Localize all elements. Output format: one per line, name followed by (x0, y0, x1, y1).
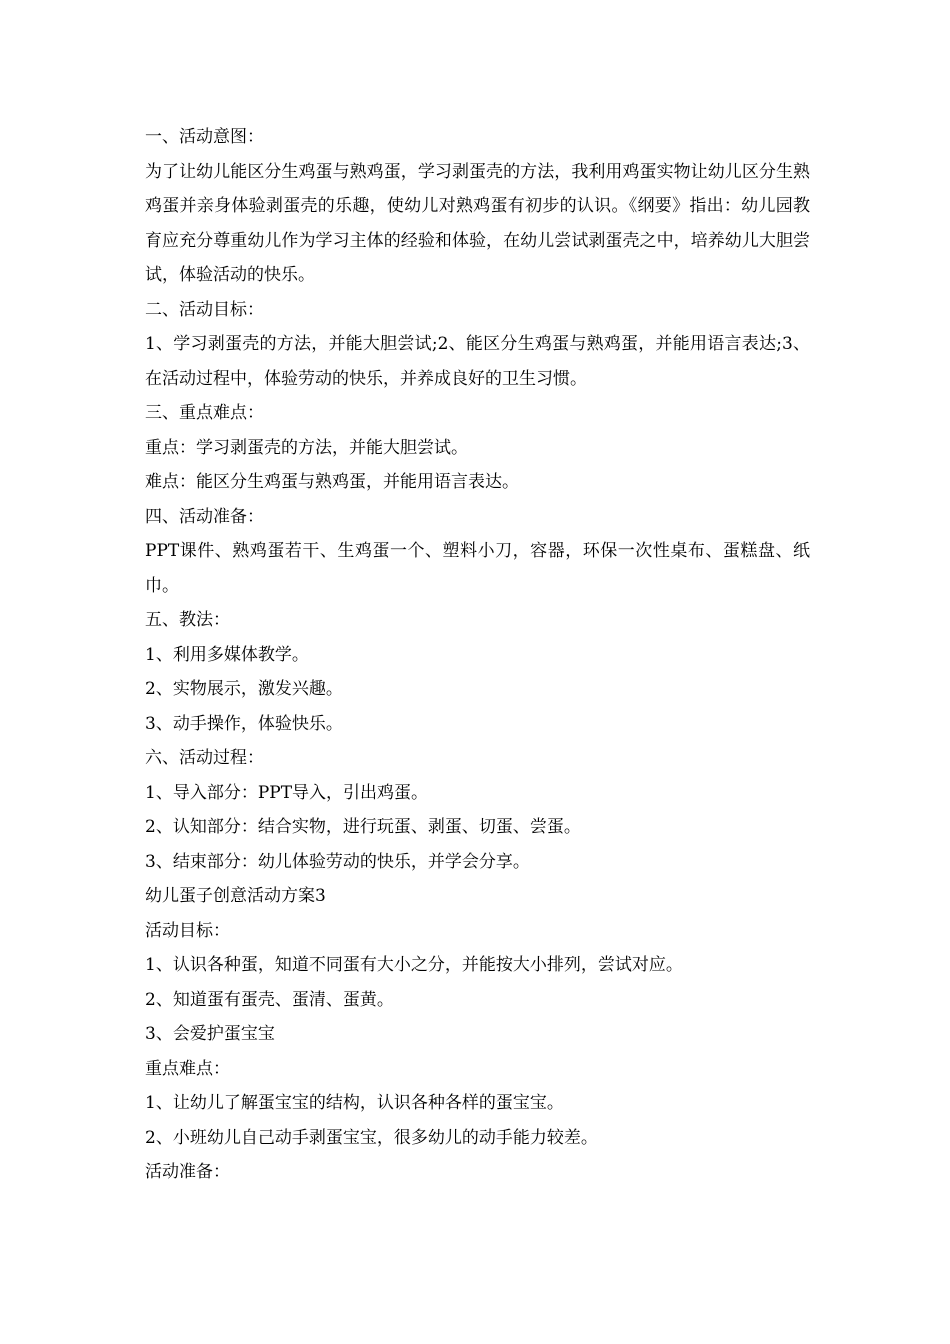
subheading-key-points: 重点难点： (145, 1058, 230, 1079)
section-heading-preparation: 四、活动准备： (145, 506, 264, 527)
goal-item: 2、知道蛋有蛋壳、蛋清、蛋黄。 (145, 989, 394, 1010)
key-point-line: 重点：学习剥蛋壳的方法，并能大胆尝试。 (145, 437, 468, 458)
method-item: 2、实物展示，激发兴趣。 (145, 679, 343, 699)
difficulty-line: 难点：能区分生鸡蛋与熟鸡蛋，并能用语言表达。 (145, 472, 519, 492)
goal-item: 1、认识各种蛋，知道不同蛋有大小之分，并能按大小排列，尝试对应。 (145, 955, 683, 975)
section-heading-process: 六、活动过程： (145, 748, 264, 768)
document-body (145, 120, 810, 1190)
process-item: 2、认知部分：结合实物，进行玩蛋、剥蛋、切蛋、尝蛋。 (145, 817, 581, 837)
plan-title: 幼儿蛋子创意活动方案3 (145, 886, 326, 906)
key-point-item: 2、小班幼儿自己动手剥蛋宝宝，很多幼儿的动手能力较差。 (145, 1127, 598, 1148)
goal-item: 3、会爱护蛋宝宝 (145, 1024, 275, 1044)
process-item: 3、结束部分：幼儿体验劳动的快乐，并学会分享。 (145, 851, 530, 872)
subheading-goals: 活动目标： (145, 920, 230, 941)
section-heading-intent: 一、活动意图： (145, 127, 264, 147)
section-heading-methods: 五、教法： (145, 610, 230, 630)
goals-paragraph: 1、学习剥蛋壳的方法，并能大胆尝试;2、能区分生鸡蛋与熟鸡蛋，并能用语言表达;3、在活动过程中，体验劳动的快乐，并养成良好的卫生习惯。 (145, 334, 810, 389)
process-item: 1、导入部分：PPT导入，引出鸡蛋。 (145, 782, 429, 803)
section-heading-key-points: 三、重点难点： (145, 403, 264, 423)
preparation-paragraph: PPT课件、熟鸡蛋若干、生鸡蛋一个、塑料小刀，容器，环保一次性桌布、蛋糕盘、纸巾。 (145, 541, 810, 596)
intent-paragraph: 为了让幼儿能区分生鸡蛋与熟鸡蛋，学习剥蛋壳的方法，我利用鸡蛋实物让幼儿区分生熟鸡蛋并亲身体验剥蛋壳的乐趣，使幼儿对熟鸡蛋有初步的认识。《纲要》指出：幼儿园教育应充分尊重幼儿作为学习主体的经验和体验，在幼儿尝试剥蛋壳之中，培养幼儿大胆尝试，体验活动的快乐。 (145, 161, 810, 285)
subheading-preparation: 活动准备： (145, 1162, 230, 1182)
method-item: 1、利用多媒体教学。 (145, 644, 309, 665)
method-item: 3、动手操作，体验快乐。 (145, 713, 343, 734)
section-heading-goals: 二、活动目标： (145, 299, 264, 320)
key-point-item: 1、让幼儿了解蛋宝宝的结构，认识各种各样的蛋宝宝。 (145, 1093, 564, 1113)
